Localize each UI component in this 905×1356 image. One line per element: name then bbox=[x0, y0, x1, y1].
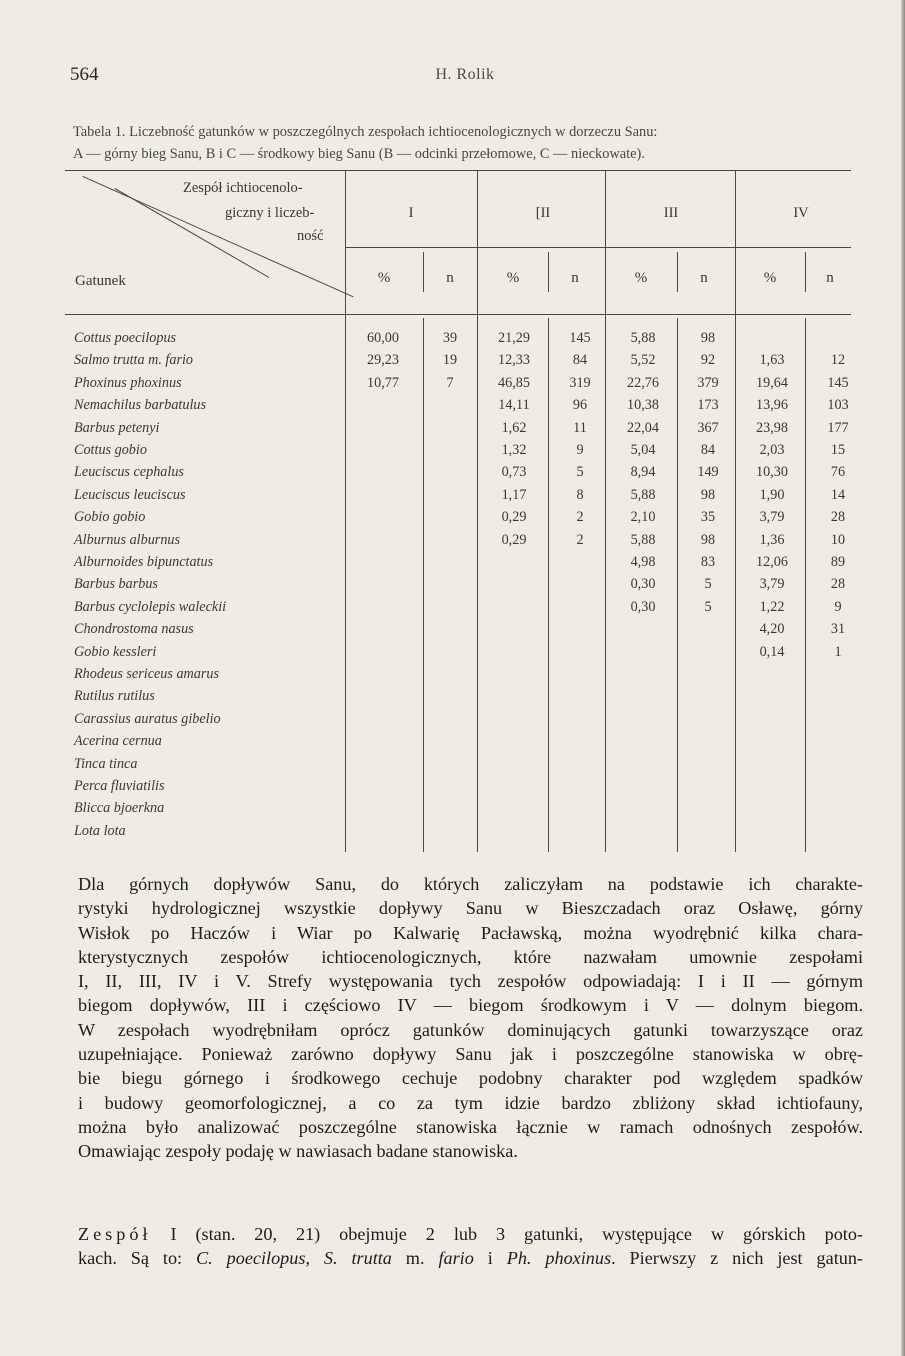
table-cell-iv-pct: 0,14 bbox=[759, 643, 785, 660]
species-name: Acerina cernua bbox=[74, 733, 162, 750]
species-name: Gobio kessleri bbox=[74, 643, 157, 660]
table-cell-iv-pct: 19,64 bbox=[756, 374, 788, 391]
table-cell-iii-n: 367 bbox=[697, 419, 719, 436]
table-cell-iii-n: 35 bbox=[700, 509, 716, 526]
species-name: Cottus gobio bbox=[74, 442, 147, 458]
table-cell-iv-pct: 4,20 bbox=[759, 621, 785, 638]
species-name: Barbus barbus bbox=[74, 576, 158, 593]
table-cell-ii-pct: 0,29 bbox=[501, 509, 527, 526]
table-cell-ii-n: 2 bbox=[576, 509, 584, 526]
caption-line: A — górny bieg Sanu, B i C — środkowy bieg Sanu (B — odcinki przełomowe, C — nieckowate). bbox=[73, 146, 645, 162]
species-name: Ph. phoxinus bbox=[506, 1248, 612, 1269]
column-rule bbox=[345, 170, 346, 852]
species-table bbox=[65, 170, 851, 852]
table-cell-iii-pct: 0,30 bbox=[630, 576, 656, 593]
subcolumn-rule bbox=[423, 318, 424, 852]
table-cell-ii-n: 84 bbox=[572, 352, 588, 369]
table-cell-iii-n: 173 bbox=[697, 397, 719, 414]
table-cell-iv-pct: 1,22 bbox=[759, 598, 785, 615]
subheader-pct: % bbox=[634, 270, 648, 286]
table-cell-iv-n: 1 bbox=[834, 643, 842, 660]
table-cell-iii-n: 98 bbox=[700, 486, 716, 503]
table-cell-i-pct: 10,77 bbox=[367, 374, 399, 391]
text-span: . Pierwszy z nich jest gatun- bbox=[611, 1248, 863, 1269]
species-name: Rutilus rutilus bbox=[74, 688, 155, 705]
table-cell-iv-n: 28 bbox=[830, 576, 846, 593]
text-line: biegom dopływów, III i częściowo IV — biegom środkowym i V — dolnym biegom. bbox=[78, 995, 863, 1016]
table-top-rule bbox=[65, 170, 851, 171]
table-cell-ii-pct: 1,62 bbox=[501, 419, 527, 436]
group-header-III: III bbox=[663, 205, 679, 221]
table-cell-iv-n: 15 bbox=[830, 442, 846, 458]
table-cell-iii-n: 5 bbox=[704, 576, 712, 593]
text-line: Dla górnych dopływów Sanu, do których zaliczyłam na podstawie ich charakte- bbox=[78, 874, 863, 894]
subheader-n: n bbox=[826, 270, 834, 286]
subcolumn-rule bbox=[423, 252, 424, 292]
caption-line: Tabela 1. Liczebność gatunków w poszczególnych zespołach ichtiocenologicznych w dorzeczu Sanu: bbox=[73, 124, 658, 140]
text-line: i budowy geomorfologicznej, a co za tym idzie bardzo zbliżony skład ichtiofauny, bbox=[78, 1092, 863, 1113]
table-cell-i-n: 39 bbox=[442, 330, 458, 346]
text-line: rystyki hydrologicznej wszystkie dopływy Sanu w Bieszczadach oraz Osławę, górny bbox=[78, 898, 863, 919]
subheader-pct: % bbox=[506, 270, 520, 286]
table-cell-i-pct: 29,23 bbox=[367, 352, 399, 369]
group-header-II: [II bbox=[535, 205, 551, 221]
table-cell-iv-n: 31 bbox=[830, 621, 846, 638]
table-cell-iii-pct: 10,38 bbox=[627, 397, 659, 414]
species-name: fario bbox=[438, 1248, 474, 1269]
table-cell-iii-pct: 4,98 bbox=[630, 554, 656, 570]
table-cell-iv-n: 12 bbox=[830, 352, 846, 369]
table-cell-iv-pct: 3,79 bbox=[759, 509, 785, 526]
column-rule bbox=[477, 170, 478, 852]
text-line: można było analizować poszczególne stanowiska łącznie w ramach odnośnych zespołów. bbox=[78, 1116, 863, 1137]
species-name: Rhodeus sericeus amarus bbox=[74, 666, 220, 682]
table-cell-iv-pct: 10,30 bbox=[756, 464, 788, 481]
table-cell-iii-n: 5 bbox=[704, 598, 712, 615]
text-line: kterystycznych zespołów ichtiocenologicznych, które nazwałam umownie zespołami bbox=[78, 946, 863, 967]
table-cell-iv-n: 177 bbox=[827, 419, 849, 436]
species-name: Nemachilus barbatulus bbox=[74, 397, 207, 414]
table-cell-ii-pct: 1,17 bbox=[501, 486, 527, 503]
subheader-n: n bbox=[571, 270, 579, 286]
species-name: Blicca bjoerkna bbox=[74, 800, 165, 817]
table-cell-iv-n: 9 bbox=[834, 598, 842, 615]
text-span: kach. Są to: bbox=[78, 1248, 197, 1269]
species-name: Gobio gobio bbox=[74, 509, 146, 526]
table-cell-iii-n: 92 bbox=[700, 352, 716, 369]
species-name: Tinca tinca bbox=[74, 755, 138, 772]
table-cell-ii-pct: 12,33 bbox=[498, 352, 530, 369]
table-cell-ii-n: 319 bbox=[569, 374, 591, 391]
table-cell-iii-pct: 22,76 bbox=[627, 374, 659, 391]
table-cell-iii-pct: 5,88 bbox=[630, 531, 656, 548]
table-cell-iv-pct: 23,98 bbox=[756, 419, 788, 436]
table-cell-ii-pct: 14,11 bbox=[498, 397, 530, 414]
species-name: Lota lota bbox=[74, 822, 126, 839]
table-cell-ii-pct: 1,32 bbox=[501, 442, 527, 458]
species-name: Leuciscus leuciscus bbox=[74, 486, 186, 503]
species-name: Barbus cyclolepis waleckii bbox=[74, 598, 227, 615]
group-header-I: I bbox=[408, 205, 414, 221]
table-group-rule bbox=[345, 247, 851, 248]
text-line: uzupełniające. Ponieważ zarówno dopływy Sanu jak i poszczególne stanowiska w obrę- bbox=[78, 1044, 863, 1065]
corner-diagonal bbox=[115, 188, 270, 278]
species-name: C. poecilopus bbox=[196, 1248, 306, 1269]
species-name: Perca fluviatilis bbox=[74, 778, 165, 794]
table-cell-i-n: 19 bbox=[442, 352, 458, 369]
species-name: Alburnoides bipunctatus bbox=[74, 554, 214, 570]
table-cell-ii-n: 96 bbox=[572, 397, 588, 414]
species-name: S. trutta bbox=[323, 1248, 392, 1269]
text-line bbox=[78, 1222, 863, 1246]
running-head: H. Rolik bbox=[435, 66, 495, 83]
text-span: m. bbox=[391, 1248, 439, 1269]
table-cell-iii-pct: 0,30 bbox=[630, 598, 656, 615]
table-cell-iv-pct: 1,63 bbox=[759, 352, 785, 369]
table-cell-iv-pct: 3,79 bbox=[759, 576, 785, 593]
table-cell-ii-n: 5 bbox=[576, 464, 584, 481]
text-span: I (stan. 20, 21) obejmuje 2 lub 3 gatunki, występujące w górskich poto- bbox=[151, 1224, 863, 1244]
corner-header-line: Zespół ichtiocenolo- bbox=[183, 180, 303, 196]
table-cell-ii-pct: 0,73 bbox=[501, 464, 527, 481]
species-name: Carassius auratus gibelio bbox=[74, 710, 221, 727]
species-name: Alburnus alburnus bbox=[74, 531, 181, 548]
table-cell-iii-pct: 8,94 bbox=[630, 464, 656, 481]
table-cell-iii-n: 98 bbox=[700, 531, 716, 548]
text-line bbox=[78, 1246, 863, 1270]
species-name: Phoxinus phoxinus bbox=[74, 374, 182, 391]
text-line: Omawiając zespoły podaję w nawiasach badane stanowiska. bbox=[78, 1141, 518, 1162]
table-cell-iv-n: 14 bbox=[830, 486, 846, 503]
text-line: bie biegu górnego i środkowego cechuje podobny charakter pod względem spadków bbox=[78, 1068, 863, 1089]
table-cell-ii-n: 11 bbox=[573, 419, 587, 436]
table-cell-iii-n: 83 bbox=[700, 554, 716, 570]
table-cell-iii-pct: 5,88 bbox=[630, 486, 656, 503]
text-line: I, II, III, IV i V. Strefy występowania tych zespołów odpowiadają: I i II — górnym bbox=[78, 971, 863, 992]
subcolumn-rule bbox=[805, 318, 806, 852]
text-span: i bbox=[473, 1248, 507, 1269]
paragraph-1 bbox=[78, 872, 863, 1164]
table-cell-iii-pct: 5,88 bbox=[630, 330, 656, 346]
table-cell-iv-n: 10 bbox=[830, 531, 846, 548]
table-caption bbox=[73, 121, 863, 165]
subcolumn-rule bbox=[548, 252, 549, 292]
subheader-n: n bbox=[700, 270, 708, 286]
table-cell-iv-n: 103 bbox=[827, 397, 849, 414]
corner-header-line: ność bbox=[297, 228, 324, 244]
subcolumn-rule bbox=[805, 252, 806, 292]
table-header-bottom-rule bbox=[65, 314, 851, 315]
table-cell-iv-pct: 2,03 bbox=[759, 442, 785, 458]
subheader-pct: % bbox=[763, 270, 777, 286]
table-cell-iv-n: 28 bbox=[830, 509, 846, 526]
table-cell-iv-pct: 1,90 bbox=[759, 486, 785, 503]
table-cell-ii-n: 9 bbox=[576, 442, 584, 458]
corner-header-line: giczny i liczeb- bbox=[225, 205, 315, 221]
species-column-header: Gatunek bbox=[75, 273, 126, 289]
section-lead: Zespół bbox=[78, 1224, 152, 1244]
table-cell-iv-n: 145 bbox=[827, 374, 849, 391]
table-cell-iii-n: 379 bbox=[697, 374, 719, 391]
paragraph-2 bbox=[78, 1222, 863, 1271]
table-cell-i-n: 7 bbox=[446, 374, 454, 391]
table-cell-ii-n: 145 bbox=[569, 330, 591, 346]
table-cell-iii-pct: 22,04 bbox=[627, 419, 659, 436]
group-header-IV: IV bbox=[793, 205, 809, 221]
text-span: , bbox=[305, 1248, 324, 1269]
text-line: W zespołach wyodrębniłam oprócz gatunków dominujących gatunki towarzyszące oraz bbox=[78, 1019, 863, 1040]
page-header bbox=[70, 64, 860, 90]
text-line: Wisłok po Haczów i Wiar po Kalwarię Pacławską, można wyodrębnić kilka chara- bbox=[78, 922, 863, 943]
species-name: Leuciscus cephalus bbox=[74, 464, 184, 481]
table-cell-iii-n: 149 bbox=[697, 464, 719, 481]
table-cell-iv-pct: 13,96 bbox=[756, 397, 788, 414]
table-cell-iv-n: 89 bbox=[830, 554, 846, 570]
table-cell-iii-pct: 5,04 bbox=[630, 442, 656, 458]
page-number: 564 bbox=[70, 64, 99, 85]
table-cell-iv-pct: 1,36 bbox=[759, 531, 785, 548]
table-cell-iv-n: 76 bbox=[830, 464, 846, 481]
subheader-n: n bbox=[446, 270, 454, 286]
page-edge-shadow bbox=[901, 0, 905, 1356]
species-name: Chondrostoma nasus bbox=[74, 621, 194, 638]
table-cell-ii-pct: 21,29 bbox=[498, 330, 530, 346]
table-cell-iv-pct: 12,06 bbox=[756, 554, 788, 570]
table-cell-ii-pct: 46,85 bbox=[498, 374, 530, 391]
table-cell-i-pct: 60,00 bbox=[367, 330, 399, 346]
table-cell-iii-pct: 5,52 bbox=[630, 352, 656, 369]
species-name: Salmo trutta m. fario bbox=[74, 352, 194, 369]
subcolumn-rule bbox=[677, 252, 678, 292]
subheader-pct: % bbox=[377, 270, 391, 286]
table-cell-ii-pct: 0,29 bbox=[501, 531, 527, 548]
table-cell-ii-n: 8 bbox=[576, 486, 584, 503]
table-cell-iii-n: 84 bbox=[700, 442, 716, 458]
table-cell-ii-n: 2 bbox=[576, 531, 584, 548]
table-cell-iii-pct: 2,10 bbox=[630, 509, 656, 526]
species-name: Barbus petenyi bbox=[74, 419, 160, 436]
subcolumn-rule bbox=[548, 318, 549, 852]
table-cell-iii-n: 98 bbox=[700, 330, 716, 346]
species-name: Cottus poecilopus bbox=[74, 330, 177, 346]
